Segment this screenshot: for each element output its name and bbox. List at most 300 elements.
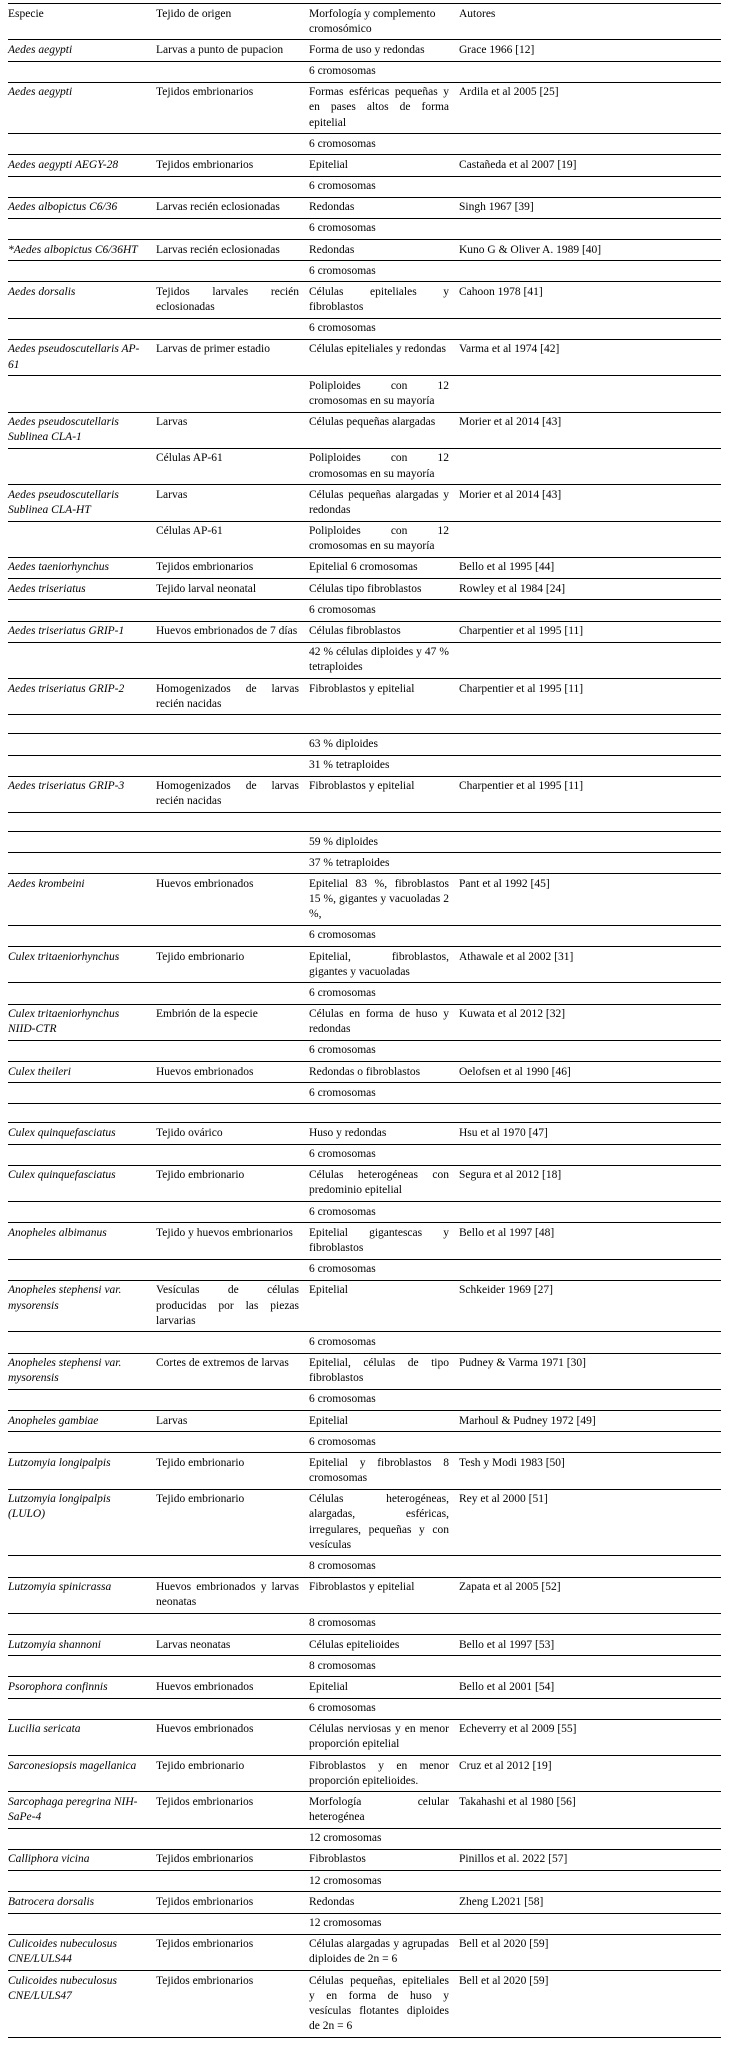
cell-morfologia: 6 cromosomas xyxy=(309,1083,459,1104)
cell-morfologia xyxy=(309,715,459,734)
table-row xyxy=(8,82,721,134)
table-row xyxy=(8,1144,721,1165)
cell-especie xyxy=(8,853,156,874)
cell-autores: Echeverry et al 2009 [55] xyxy=(459,1719,721,1755)
cell-especie: Lutzomyia longipalpis (LULO) xyxy=(8,1489,156,1556)
cell-especie: Aedes aegypti xyxy=(8,40,156,61)
cell-autores: Marhoul & Pudney 1972 [49] xyxy=(459,1411,721,1432)
cell-autores xyxy=(459,1040,721,1061)
cell-morfologia xyxy=(309,813,459,832)
cell-morfologia: Células pequeñas alargadas xyxy=(309,412,459,448)
cell-morfologia: 8 cromosomas xyxy=(309,1556,459,1577)
cell-especie xyxy=(8,600,156,621)
cell-tejido: Tejido larval neonatal xyxy=(156,579,309,600)
cell-tejido: Huevos embrionados xyxy=(156,1719,309,1755)
cell-especie: Aedes triseriatus GRIP-2 xyxy=(8,679,156,715)
cell-morfologia: 6 cromosomas xyxy=(309,1144,459,1165)
cell-autores xyxy=(459,813,721,832)
cell-autores: Rey et al 2000 [51] xyxy=(459,1489,721,1556)
cell-tejido: Homogenizados de larvas recién nacidas xyxy=(156,679,309,715)
cell-tejido xyxy=(156,176,309,197)
cell-autores xyxy=(459,1083,721,1104)
cell-morfologia: 6 cromosomas xyxy=(309,1259,459,1280)
cell-especie: Lutzomyia spinicrassa xyxy=(8,1577,156,1613)
cell-autores: Zapata et al 2005 [52] xyxy=(459,1577,721,1613)
cell-especie: Aedes aegypti AEGY-28 xyxy=(8,155,156,176)
cell-morfologia: 6 cromosomas xyxy=(309,318,459,339)
cell-tejido xyxy=(156,755,309,776)
cell-tejido xyxy=(156,376,309,412)
cell-autores: Morier et al 2014 [43] xyxy=(459,412,721,448)
table-row xyxy=(8,679,721,715)
table-row xyxy=(8,1792,721,1828)
cell-especie xyxy=(8,642,156,678)
cell-tejido: Tejido y huevos embrionarios xyxy=(156,1223,309,1259)
cell-autores xyxy=(459,318,721,339)
cell-morfologia: Células tipo fibroblastos xyxy=(309,579,459,600)
cell-morfologia: Células epiteliales y redondas xyxy=(309,339,459,375)
cell-autores: Castañeda et al 2007 [19] xyxy=(459,155,721,176)
cell-autores xyxy=(459,1202,721,1223)
cell-especie xyxy=(8,261,156,282)
cell-morfologia: Células pequeñas, epiteliales y en forma de huso y vesículas flotantes diploides de 2n = 6 xyxy=(309,1971,459,2038)
cell-morfologia: Células epitelioides xyxy=(309,1635,459,1656)
cell-autores xyxy=(459,853,721,874)
table-row xyxy=(8,1123,721,1144)
cell-morfologia: Células heterogéneas, alargadas, esféricas, irregulares, pequeñas y con vesículas xyxy=(309,1489,459,1556)
cell-autores: Cahoon 1978 [41] xyxy=(459,282,721,318)
cell-morfologia: 6 cromosomas xyxy=(309,1432,459,1453)
cell-tejido xyxy=(156,1104,309,1123)
cell-autores xyxy=(459,521,721,557)
cell-especie: Culex quinquefasciatus xyxy=(8,1165,156,1201)
table-row xyxy=(8,600,721,621)
cell-autores: Ardila et al 2005 [25] xyxy=(459,82,721,134)
cell-tejido xyxy=(156,1913,309,1934)
cell-morfologia: 6 cromosomas xyxy=(309,261,459,282)
cell-tejido xyxy=(156,715,309,734)
cell-tejido: Huevos embrionados xyxy=(156,874,309,926)
cell-morfologia xyxy=(309,1104,459,1123)
cell-especie xyxy=(8,1332,156,1353)
table-row xyxy=(8,318,721,339)
cell-autores xyxy=(459,642,721,678)
cell-autores: Oelofsen et al 1990 [46] xyxy=(459,1062,721,1083)
cell-especie: Sarcophaga peregrina NIH-SaPe-4 xyxy=(8,1792,156,1828)
table-row xyxy=(8,715,721,734)
cell-autores: Bell et al 2020 [59] xyxy=(459,1971,721,2038)
cell-tejido xyxy=(156,1613,309,1634)
cell-autores: Charpentier et al 1995 [11] xyxy=(459,679,721,715)
table-row xyxy=(8,1577,721,1613)
cell-morfologia: Formas esféricas pequeñas y en pases altos de forma epitelial xyxy=(309,82,459,134)
cell-especie xyxy=(8,1913,156,1934)
cell-tejido: Tejido embrionario xyxy=(156,947,309,983)
cell-morfologia: 12 cromosomas xyxy=(309,1871,459,1892)
cell-autores: Schkeider 1969 [27] xyxy=(459,1280,721,1332)
table-row xyxy=(8,1756,721,1792)
cell-tejido xyxy=(156,1556,309,1577)
cell-autores: Morier et al 2014 [43] xyxy=(459,485,721,521)
cell-tejido: Células AP-61 xyxy=(156,521,309,557)
table-row xyxy=(8,1453,721,1489)
cell-especie: Anopheles albimanus xyxy=(8,1223,156,1259)
cell-tejido: Tejidos embrionarios xyxy=(156,82,309,134)
cell-morfologia: Epitelial xyxy=(309,1280,459,1332)
cell-morfologia: 31 % tetraploides xyxy=(309,755,459,776)
cell-tejido: Tejidos embrionarios xyxy=(156,1792,309,1828)
cell-tejido xyxy=(156,1432,309,1453)
cell-especie: Aedes pseudoscutellaris Sublinea CLA-HT xyxy=(8,485,156,521)
cell-autores: Zheng L2021 [58] xyxy=(459,1892,721,1913)
table-row xyxy=(8,261,721,282)
cell-morfologia: Células epiteliales y fibroblastos xyxy=(309,282,459,318)
cell-autores xyxy=(459,1332,721,1353)
column-header-autores: Autores xyxy=(459,4,721,40)
table-row xyxy=(8,621,721,642)
cell-tejido xyxy=(156,600,309,621)
cell-especie xyxy=(8,813,156,832)
cell-tejido: Larvas neonatas xyxy=(156,1635,309,1656)
cell-morfologia: 6 cromosomas xyxy=(309,218,459,239)
cell-autores: Kuwata et al 2012 [32] xyxy=(459,1004,721,1040)
column-header-morfologia: Morfología y complemento cromosómico xyxy=(309,4,459,40)
cell-morfologia: 59 % diploides xyxy=(309,832,459,853)
cell-especie: Anopheles gambiae xyxy=(8,1411,156,1432)
table-row xyxy=(8,1223,721,1259)
cell-morfologia: Redondas xyxy=(309,197,459,218)
cell-especie: Aedes triseriatus GRIP-3 xyxy=(8,776,156,812)
cell-tejido: Tejidos embrionarios xyxy=(156,1892,309,1913)
cell-morfologia: Epitelial xyxy=(309,1677,459,1698)
table-row xyxy=(8,1613,721,1634)
table-row xyxy=(8,521,721,557)
cell-tejido: Tejidos embrionarios xyxy=(156,1971,309,2038)
table-row xyxy=(8,1828,721,1849)
table-row xyxy=(8,832,721,853)
cell-autores xyxy=(459,925,721,946)
table-row xyxy=(8,1656,721,1677)
table-row xyxy=(8,1411,721,1432)
cell-especie: Psorophora confinnis xyxy=(8,1677,156,1698)
table-row xyxy=(8,579,721,600)
table-row xyxy=(8,218,721,239)
table-row xyxy=(8,755,721,776)
cell-morfologia: 8 cromosomas xyxy=(309,1613,459,1634)
cell-autores xyxy=(459,176,721,197)
table-row xyxy=(8,1165,721,1201)
cell-especie xyxy=(8,1556,156,1577)
cell-morfologia: 6 cromosomas xyxy=(309,1389,459,1410)
cell-especie xyxy=(8,734,156,755)
cell-tejido: Tejidos embrionarios xyxy=(156,1934,309,1970)
cell-autores xyxy=(459,134,721,155)
cell-autores xyxy=(459,734,721,755)
cell-especie: Lucilia sericata xyxy=(8,1719,156,1755)
cell-autores: Bell et al 2020 [59] xyxy=(459,1934,721,1970)
cell-especie xyxy=(8,1259,156,1280)
cell-morfologia: 6 cromosomas xyxy=(309,134,459,155)
cell-morfologia: Epitelial 83 %, fibroblastos 15 %, gigantes y vacuoladas 2 %, xyxy=(309,874,459,926)
table-row xyxy=(8,874,721,926)
table-row xyxy=(8,1083,721,1104)
cell-especie: Culex tritaeniorhynchus xyxy=(8,947,156,983)
cell-tejido xyxy=(156,642,309,678)
cell-autores xyxy=(459,448,721,484)
cell-tejido: Larvas a punto de pupacion xyxy=(156,40,309,61)
cell-autores xyxy=(459,1556,721,1577)
table-row xyxy=(8,1004,721,1040)
cell-especie: Aedes taeniorhynchus xyxy=(8,557,156,578)
cell-especie: Batrocera dorsalis xyxy=(8,1892,156,1913)
cell-morfologia: Epitelial 6 cromosomas xyxy=(309,557,459,578)
cell-tejido: Larvas xyxy=(156,1411,309,1432)
cell-especie xyxy=(8,61,156,82)
cell-especie: Aedes triseriatus xyxy=(8,579,156,600)
cell-morfologia: Fibroblastos y epitelial xyxy=(309,679,459,715)
cell-tejido xyxy=(156,734,309,755)
cell-tejido: Huevos embrionados xyxy=(156,1062,309,1083)
cell-autores: Pinillos et al. 2022 [57] xyxy=(459,1849,721,1870)
cell-tejido xyxy=(156,1083,309,1104)
column-header-tejido: Tejido de origen xyxy=(156,4,309,40)
cell-autores: Segura et al 2012 [18] xyxy=(459,1165,721,1201)
cell-morfologia: Forma de uso y redondas xyxy=(309,40,459,61)
table-row xyxy=(8,1040,721,1061)
cell-tejido xyxy=(156,1144,309,1165)
table-row xyxy=(8,40,721,61)
cell-autores xyxy=(459,376,721,412)
cell-tejido: Tejidos embrionarios xyxy=(156,1849,309,1870)
cell-autores xyxy=(459,1432,721,1453)
cell-morfologia: Células fibroblastos xyxy=(309,621,459,642)
cell-morfologia: Epitelial y fibroblastos 8 cromosomas xyxy=(309,1453,459,1489)
cell-morfologia: 6 cromosomas xyxy=(309,983,459,1004)
table-row xyxy=(8,197,721,218)
cell-autores: Charpentier et al 1995 [11] xyxy=(459,621,721,642)
cell-especie xyxy=(8,1202,156,1223)
cell-morfologia: Fibroblastos y epitelial xyxy=(309,776,459,812)
cell-especie xyxy=(8,1871,156,1892)
table-row xyxy=(8,134,721,155)
cell-autores: Takahashi et al 1980 [56] xyxy=(459,1792,721,1828)
cell-especie: Aedes pseudoscutellaris AP-61 xyxy=(8,339,156,375)
cell-autores xyxy=(459,1828,721,1849)
cell-morfologia: 6 cromosomas xyxy=(309,1332,459,1353)
cell-tejido: Vesículas de células producidas por las piezas larvarias xyxy=(156,1280,309,1332)
cell-autores xyxy=(459,1104,721,1123)
cell-tejido: Huevos embrionados xyxy=(156,1677,309,1698)
cell-especie xyxy=(8,1083,156,1104)
cell-especie: Culicoides nubeculosus CNE/LULS44 xyxy=(8,1934,156,1970)
cell-tejido: Embrión de la especie xyxy=(156,1004,309,1040)
cell-autores: Varma et al 1974 [42] xyxy=(459,339,721,375)
cell-especie: Anopheles stephensi var. mysorensis xyxy=(8,1280,156,1332)
cell-tejido xyxy=(156,1871,309,1892)
cell-autores xyxy=(459,600,721,621)
cell-autores: Cruz et al 2012 [19] xyxy=(459,1756,721,1792)
cell-tejido xyxy=(156,61,309,82)
cell-morfologia: 6 cromosomas xyxy=(309,925,459,946)
cell-autores xyxy=(459,755,721,776)
table-row xyxy=(8,813,721,832)
cell-especie: Aedes triseriatus GRIP-1 xyxy=(8,621,156,642)
table-row xyxy=(8,1280,721,1332)
cell-especie xyxy=(8,983,156,1004)
cell-morfologia: 6 cromosomas xyxy=(309,1040,459,1061)
cell-especie: *Aedes albopictus C6/36HT xyxy=(8,240,156,261)
cell-autores xyxy=(459,1656,721,1677)
cell-morfologia: Morfología celular heterogénea xyxy=(309,1792,459,1828)
table-row xyxy=(8,1849,721,1870)
cell-morfologia: Poliploides con 12 cromosomas en su mayoría xyxy=(309,521,459,557)
cell-morfologia: Epitelial xyxy=(309,155,459,176)
cell-especie: Culex quinquefasciatus xyxy=(8,1123,156,1144)
table-row xyxy=(8,282,721,318)
cell-morfologia: Redondas o fibroblastos xyxy=(309,1062,459,1083)
cell-autores xyxy=(459,715,721,734)
table-row xyxy=(8,1892,721,1913)
table-row xyxy=(8,1104,721,1123)
cell-especie xyxy=(8,925,156,946)
cell-tejido xyxy=(156,925,309,946)
cell-especie: Lutzomyia longipalpis xyxy=(8,1453,156,1489)
cell-especie xyxy=(8,448,156,484)
cell-tejido xyxy=(156,1202,309,1223)
cell-morfologia: Redondas xyxy=(309,240,459,261)
table-row xyxy=(8,1259,721,1280)
table-row xyxy=(8,1677,721,1698)
cell-especie xyxy=(8,376,156,412)
cell-tejido xyxy=(156,853,309,874)
cell-especie xyxy=(8,134,156,155)
cell-tejido xyxy=(156,1040,309,1061)
cell-tejido xyxy=(156,218,309,239)
table-row xyxy=(8,1871,721,1892)
cell-morfologia: Poliploides con 12 cromosomas en su mayoría xyxy=(309,376,459,412)
cell-morfologia: 12 cromosomas xyxy=(309,1913,459,1934)
table-row xyxy=(8,448,721,484)
cell-autores: Bello et al 1997 [48] xyxy=(459,1223,721,1259)
cell-tejido: Tejido ovárico xyxy=(156,1123,309,1144)
cell-especie xyxy=(8,755,156,776)
cell-morfologia: 8 cromosomas xyxy=(309,1656,459,1677)
table-row xyxy=(8,376,721,412)
table-row xyxy=(8,485,721,521)
table-row xyxy=(8,983,721,1004)
cell-tejido xyxy=(156,832,309,853)
cell-tejido xyxy=(156,1332,309,1353)
cell-morfologia: Poliploides con 12 cromosomas en su mayoría xyxy=(309,448,459,484)
cell-tejido: Larvas xyxy=(156,485,309,521)
cell-autores: Tesh y Modi 1983 [50] xyxy=(459,1453,721,1489)
cell-tejido xyxy=(156,261,309,282)
table-row xyxy=(8,61,721,82)
cell-morfologia: 6 cromosomas xyxy=(309,1698,459,1719)
cell-autores xyxy=(459,983,721,1004)
table-row xyxy=(8,1971,721,2038)
cell-tejido: Tejido embrionario xyxy=(156,1756,309,1792)
cell-tejido: Tejido embrionario xyxy=(156,1489,309,1556)
table-row xyxy=(8,339,721,375)
table-row xyxy=(8,1913,721,1934)
cell-morfologia: Fibroblastos y en menor proporción epitelioides. xyxy=(309,1756,459,1792)
cell-tejido xyxy=(156,813,309,832)
cell-tejido xyxy=(156,134,309,155)
cell-autores: Rowley et al 1984 [24] xyxy=(459,579,721,600)
cell-autores: Bello et al 1995 [44] xyxy=(459,557,721,578)
cell-tejido: Cortes de extremos de larvas xyxy=(156,1353,309,1389)
table-row xyxy=(8,412,721,448)
table-header-row xyxy=(8,4,721,40)
cell-tejido: Células AP-61 xyxy=(156,448,309,484)
cell-tejido: Larvas recién eclosionadas xyxy=(156,240,309,261)
table-row xyxy=(8,1332,721,1353)
cell-tejido: Larvas de primer estadio xyxy=(156,339,309,375)
cell-autores: Bello et al 1997 [53] xyxy=(459,1635,721,1656)
cell-especie: Aedes dorsalis xyxy=(8,282,156,318)
cell-autores xyxy=(459,1613,721,1634)
cell-morfologia: Epitelial, fibroblastos, gigantes y vacuoladas xyxy=(309,947,459,983)
cell-especie: Calliphora vicina xyxy=(8,1849,156,1870)
cell-autores: Singh 1967 [39] xyxy=(459,197,721,218)
cell-tejido xyxy=(156,983,309,1004)
cell-morfologia: Epitelial gigantescas y fibroblastos xyxy=(309,1223,459,1259)
cell-especie xyxy=(8,1432,156,1453)
table-row xyxy=(8,776,721,812)
table-row xyxy=(8,1934,721,1970)
table-row xyxy=(8,1062,721,1083)
table-row xyxy=(8,240,721,261)
cell-tejido xyxy=(156,1259,309,1280)
cell-especie: Lutzomyia shannoni xyxy=(8,1635,156,1656)
cell-lines-table xyxy=(8,3,721,2038)
cell-especie xyxy=(8,1104,156,1123)
table-row xyxy=(8,1432,721,1453)
cell-especie xyxy=(8,218,156,239)
cell-autores: Charpentier et al 1995 [11] xyxy=(459,776,721,812)
cell-tejido: Tejido embrionario xyxy=(156,1453,309,1489)
table-row xyxy=(8,1353,721,1389)
table-row xyxy=(8,557,721,578)
cell-especie xyxy=(8,1698,156,1719)
cell-tejido: Tejidos embrionarios xyxy=(156,557,309,578)
cell-morfologia: 12 cromosomas xyxy=(309,1828,459,1849)
cell-morfologia: 6 cromosomas xyxy=(309,1202,459,1223)
column-header-especie: Especie xyxy=(8,4,156,40)
cell-autores xyxy=(459,1144,721,1165)
cell-especie: Aedes aegypti xyxy=(8,82,156,134)
table-row xyxy=(8,176,721,197)
table-row xyxy=(8,925,721,946)
cell-especie xyxy=(8,1389,156,1410)
cell-tejido xyxy=(156,1698,309,1719)
table-row xyxy=(8,1698,721,1719)
cell-tejido xyxy=(156,318,309,339)
cell-morfologia: Células heterogéneas con predominio epitelial xyxy=(309,1165,459,1201)
table-row xyxy=(8,1489,721,1556)
table-row xyxy=(8,1719,721,1755)
cell-tejido xyxy=(156,1656,309,1677)
cell-autores xyxy=(459,61,721,82)
cell-especie: Anopheles stephensi var. mysorensis xyxy=(8,1353,156,1389)
table-row xyxy=(8,1389,721,1410)
cell-autores: Bello et al 2001 [54] xyxy=(459,1677,721,1698)
cell-morfologia: Huso y redondas xyxy=(309,1123,459,1144)
cell-autores xyxy=(459,1871,721,1892)
cell-autores xyxy=(459,261,721,282)
cell-especie: Aedes pseudoscutellaris Sublinea CLA-1 xyxy=(8,412,156,448)
